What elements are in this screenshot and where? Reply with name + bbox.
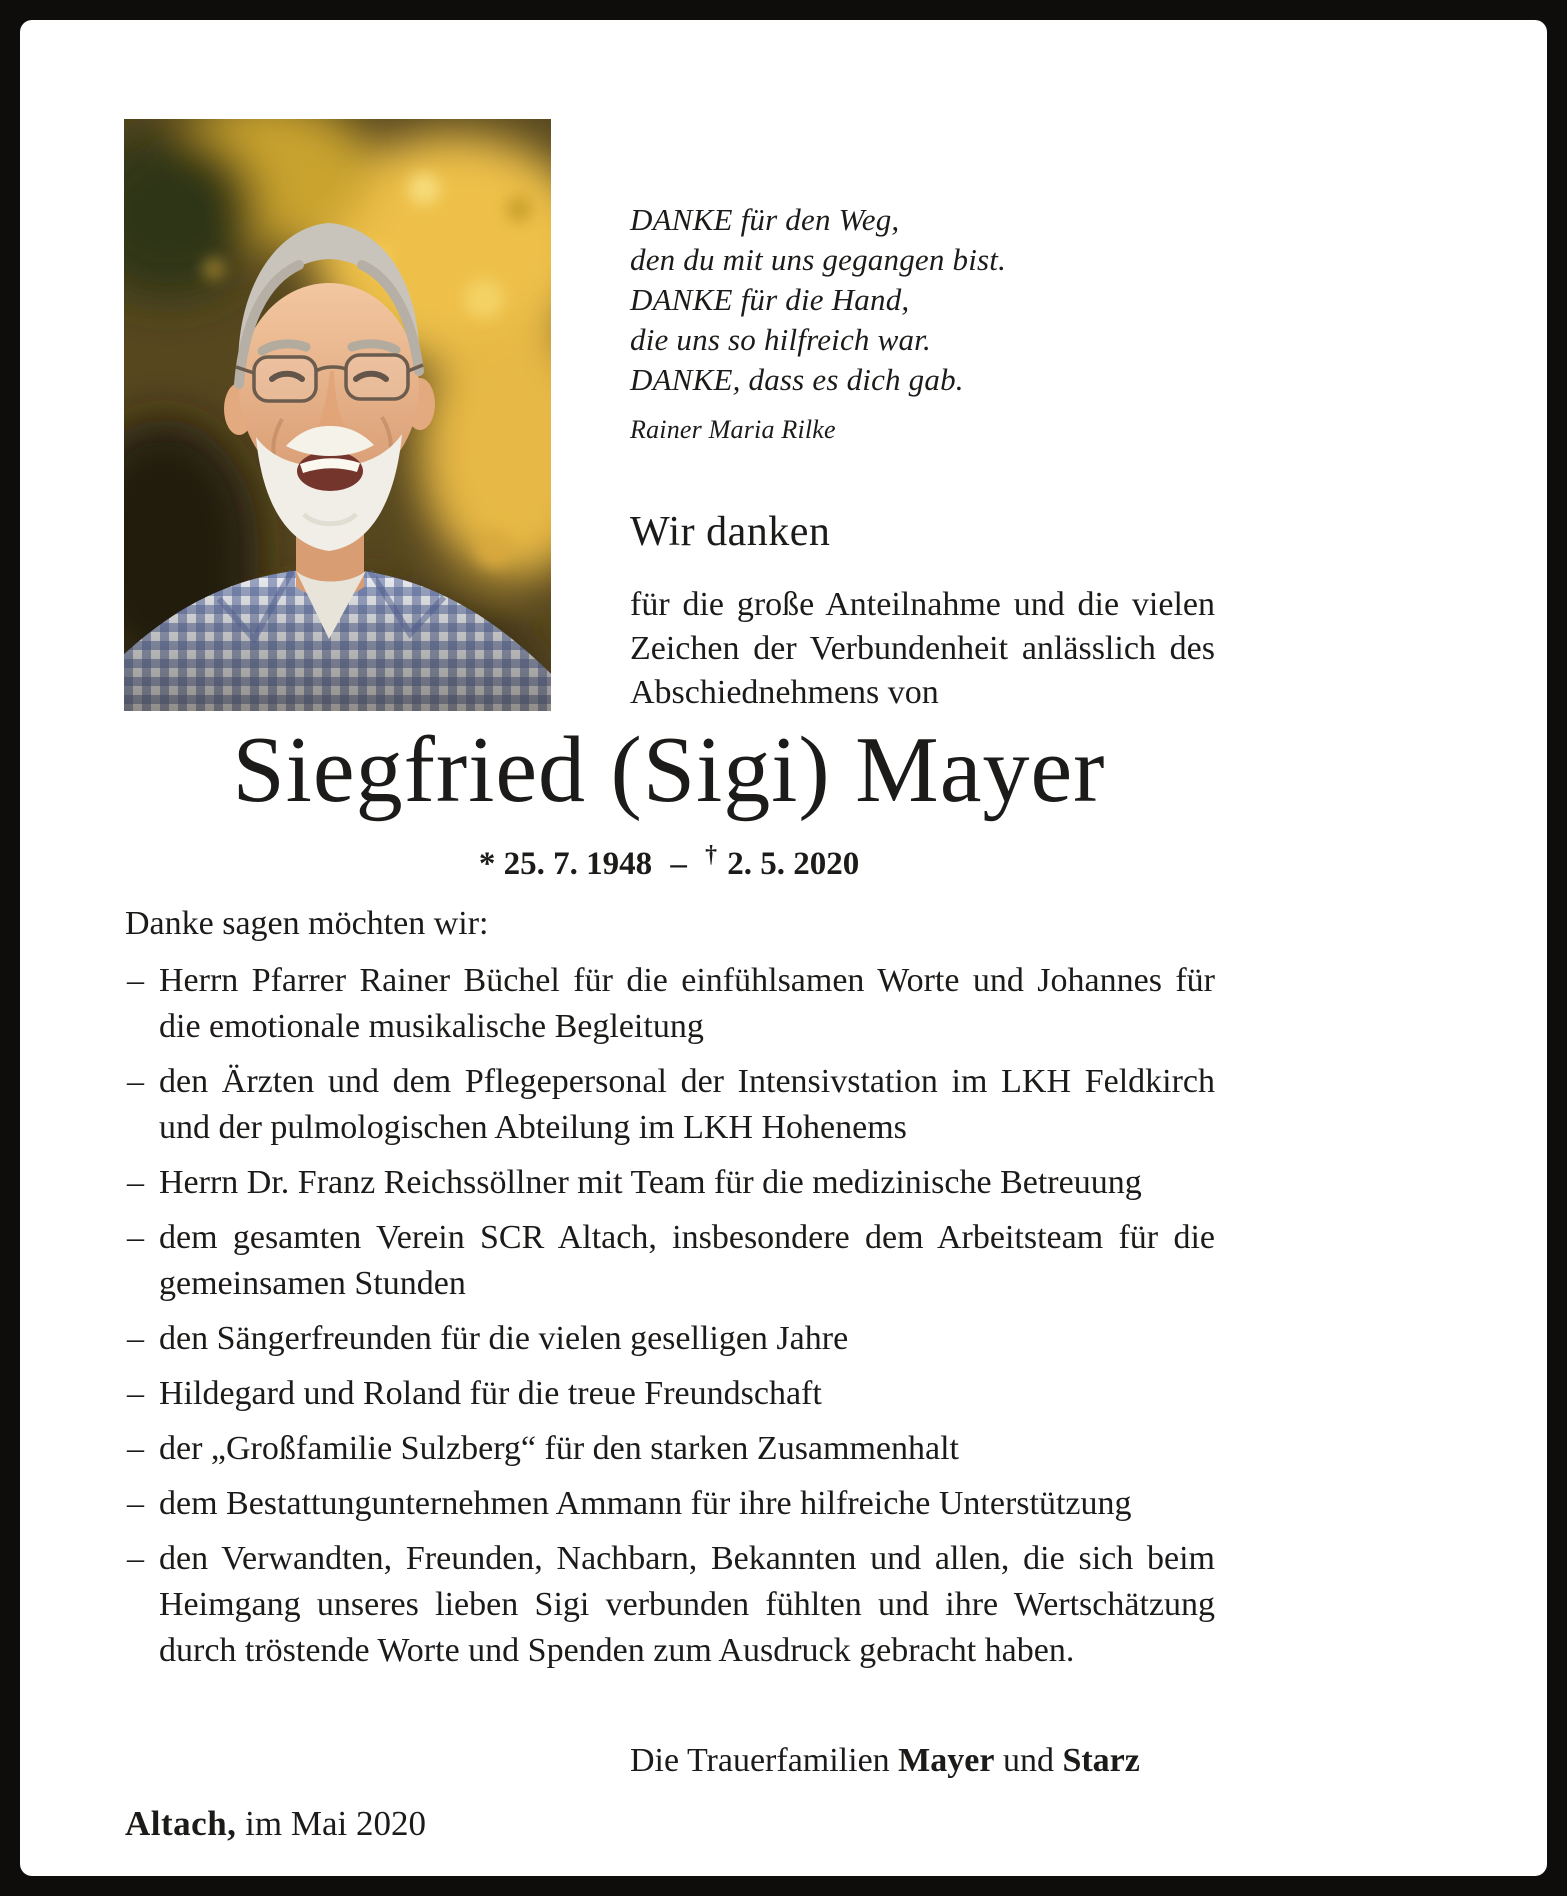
list-item: [125, 1536, 1215, 1674]
closing-connector: und: [994, 1742, 1063, 1779]
list-item-text: Herrn Dr. Franz Reichssöllner mit Team für die medizinische Betreuung: [159, 1164, 1142, 1201]
list-item: [125, 1316, 1215, 1362]
life-dates: [125, 842, 1213, 883]
deceased-name: Siegfried (Sigi) Mayer: [232, 718, 1106, 822]
dates-separator: –: [670, 846, 687, 882]
closing-prefix: Die Trauerfamilien: [630, 1742, 899, 1779]
list-item-text: der „Großfamilie Sulzberg“ für den starken Zusammenhalt: [159, 1430, 959, 1467]
thanks-heading: Wir danken: [630, 509, 831, 555]
date-text: im Mai 2020: [236, 1804, 426, 1843]
list-item: [125, 1371, 1215, 1417]
thanks-list: [125, 958, 1215, 1683]
dash-bullet: –: [127, 1164, 144, 1201]
list-item: [125, 1160, 1215, 1206]
list-item-text: den Ärzten und dem Pflegepersonal der Intensivstation im LKH Feldkirch und der pulmologischen Abteilung im LKH Hohenems: [159, 1063, 1215, 1146]
dash-bullet: –: [127, 962, 144, 999]
grieving-families-line: [630, 1742, 1140, 1780]
list-item: [125, 958, 1215, 1050]
list-item-text: den Sängerfreunden für die vielen geselligen Jahre: [159, 1320, 849, 1357]
obituary-card: [20, 20, 1547, 1876]
birth-symbol: *: [478, 846, 496, 882]
portrait-photo-illustration: [124, 119, 551, 711]
poem-line: den du mit uns gegangen bist.: [630, 242, 1007, 277]
thanks-list-heading: Danke sagen möchten wir:: [125, 905, 489, 942]
list-item: [125, 1215, 1215, 1307]
list-item-text: dem Bestattungunternehmen Ammann für ihre hilfreiche Unterstützung: [159, 1485, 1132, 1522]
list-item: [125, 1481, 1215, 1527]
death-date: 2. 5. 2020: [727, 846, 860, 882]
birth-date: 25. 7. 1948: [503, 846, 653, 882]
dash-bullet: –: [127, 1485, 144, 1522]
dash-bullet: –: [127, 1540, 144, 1577]
dash-bullet: –: [127, 1375, 144, 1412]
list-item-text: Hildegard und Roland für die treue Freundschaft: [159, 1375, 822, 1412]
family-name-mayer: Mayer: [898, 1742, 995, 1779]
intro-paragraph: für die große Anteilnahme und die vielen Zeichen der Verbundenheit anlässlich des Abschiednehmens von: [630, 586, 1215, 711]
dash-bullet: –: [127, 1219, 144, 1256]
poem-line: DANKE für den Weg,: [630, 202, 900, 237]
dash-bullet: –: [127, 1320, 144, 1357]
poem-line: die uns so hilfreich war.: [630, 322, 931, 357]
dash-bullet: –: [127, 1063, 144, 1100]
list-item-text: Herrn Pfarrer Rainer Büchel für die einfühlsamen Worte und Johannes für die emotionale musikalische Begleitung: [159, 962, 1215, 1045]
memorial-poem: [630, 200, 1006, 450]
list-item: [125, 1426, 1215, 1472]
list-item: [125, 1059, 1215, 1151]
family-name-starz: Starz: [1062, 1742, 1140, 1779]
place-date-line: [125, 1804, 426, 1844]
place-name: Altach,: [125, 1804, 237, 1843]
list-item-text: dem gesamten Verein SCR Altach, insbesondere dem Arbeitsteam für die gemeinsamen Stunden: [159, 1219, 1215, 1302]
poem-attribution: Rainer Maria Rilke: [630, 415, 836, 444]
death-symbol: †: [705, 842, 717, 868]
portrait-photo: [124, 119, 551, 711]
dash-bullet: –: [127, 1430, 144, 1467]
poem-line: DANKE, dass es dich gab.: [630, 362, 964, 397]
list-item-text: den Verwandten, Freunden, Nachbarn, Bekannten und allen, die sich beim Heimgang unseres lieben Sigi verbunden fühlten und ihre Wertschätzung durch tröstende Worte und Spenden zum Ausdruck gebracht haben.: [159, 1540, 1215, 1669]
poem-line: DANKE für die Hand,: [630, 282, 910, 317]
